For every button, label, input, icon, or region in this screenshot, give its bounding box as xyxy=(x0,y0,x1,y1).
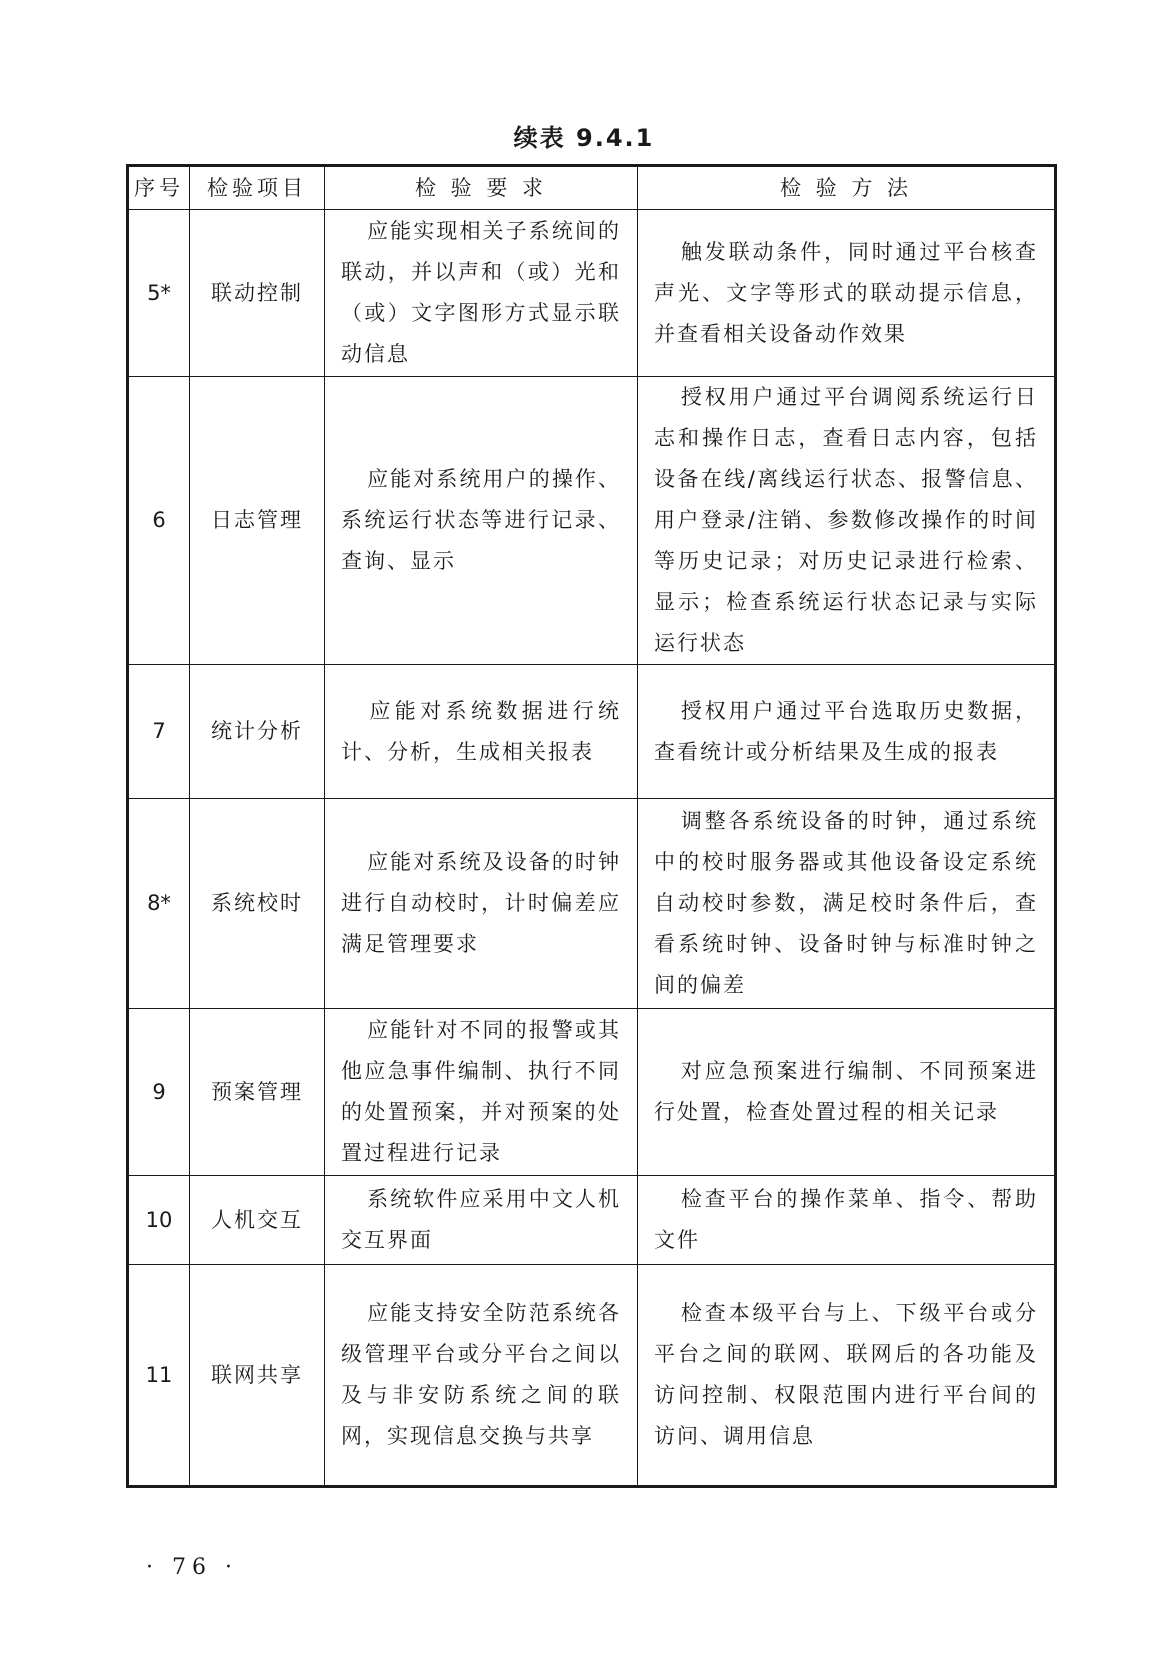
row-item: 预案管理 xyxy=(190,1009,325,1176)
row-no: 9 xyxy=(128,1009,190,1176)
row-requirement: 应能对系统数据进行统计、分析，生成相关报表 xyxy=(325,665,638,799)
row-method: 对应急预案进行编制、不同预案进行处置，检查处置过程的相关记录 xyxy=(638,1009,1056,1176)
table-header-row xyxy=(128,166,1056,210)
row-method: 触发联动条件，同时通过平台核查声光、文字等形式的联动提示信息，并查看相关设备动作效果 xyxy=(638,210,1056,377)
row-no: 7 xyxy=(128,665,190,799)
row-item: 系统校时 xyxy=(190,799,325,1009)
row-requirement: 应能对系统用户的操作、系统运行状态等进行记录、查询、显示 xyxy=(325,377,638,665)
row-requirement: 应能对系统及设备的时钟进行自动校时，计时偏差应满足管理要求 xyxy=(325,799,638,1009)
table-title: 续表 9.4.1 xyxy=(513,124,655,152)
page-number: · 76 · xyxy=(146,1555,238,1580)
table-row xyxy=(128,1176,1056,1265)
header-no: 序号 xyxy=(128,166,190,210)
row-method: 授权用户通过平台调阅系统运行日志和操作日志，查看日志内容，包括设备在线/离线运行状态、报警信息、用户登录/注销、参数修改操作的时间等历史记录；对历史记录进行检索、显示；检查系统运行状态记录与实际运行状态 xyxy=(638,377,1056,665)
row-no: 5* xyxy=(128,210,190,377)
row-no: 6 xyxy=(128,377,190,665)
row-item: 日志管理 xyxy=(190,377,325,665)
header-item: 检验项目 xyxy=(190,166,325,210)
table-row xyxy=(128,377,1056,665)
table-row xyxy=(128,665,1056,799)
table-row xyxy=(128,799,1056,1009)
row-requirement: 应能针对不同的报警或其他应急事件编制、执行不同的处置预案，并对预案的处置过程进行记录 xyxy=(325,1009,638,1176)
table-row xyxy=(128,1265,1056,1487)
row-requirement: 应能支持安全防范系统各级管理平台或分平台之间以及与非安防系统之间的联网，实现信息交换与共享 xyxy=(325,1265,638,1487)
table-row xyxy=(128,1009,1056,1176)
header-method: 检 验 方 法 xyxy=(638,166,1056,210)
inspection-table xyxy=(126,164,1057,1488)
row-no: 11 xyxy=(128,1265,190,1487)
row-item: 统计分析 xyxy=(190,665,325,799)
row-method: 检查本级平台与上、下级平台或分平台之间的联网、联网后的各功能及访问控制、权限范围内进行平台间的访问、调用信息 xyxy=(638,1265,1056,1487)
row-item: 人机交互 xyxy=(190,1176,325,1265)
row-no: 10 xyxy=(128,1176,190,1265)
row-method: 调整各系统设备的时钟，通过系统中的校时服务器或其他设备设定系统自动校时参数，满足校时条件后，查看系统时钟、设备时钟与标准时钟之间的偏差 xyxy=(638,799,1056,1009)
row-method: 授权用户通过平台选取历史数据，查看统计或分析结果及生成的报表 xyxy=(638,665,1056,799)
row-item: 联动控制 xyxy=(190,210,325,377)
row-no: 8* xyxy=(128,799,190,1009)
header-requirement: 检 验 要 求 xyxy=(325,166,638,210)
table-row xyxy=(128,210,1056,377)
row-method: 检查平台的操作菜单、指令、帮助文件 xyxy=(638,1176,1056,1265)
row-item: 联网共享 xyxy=(190,1265,325,1487)
row-requirement: 应能实现相关子系统间的联动，并以声和（或）光和（或）文字图形方式显示联动信息 xyxy=(325,210,638,377)
row-requirement: 系统软件应采用中文人机交互界面 xyxy=(325,1176,638,1265)
